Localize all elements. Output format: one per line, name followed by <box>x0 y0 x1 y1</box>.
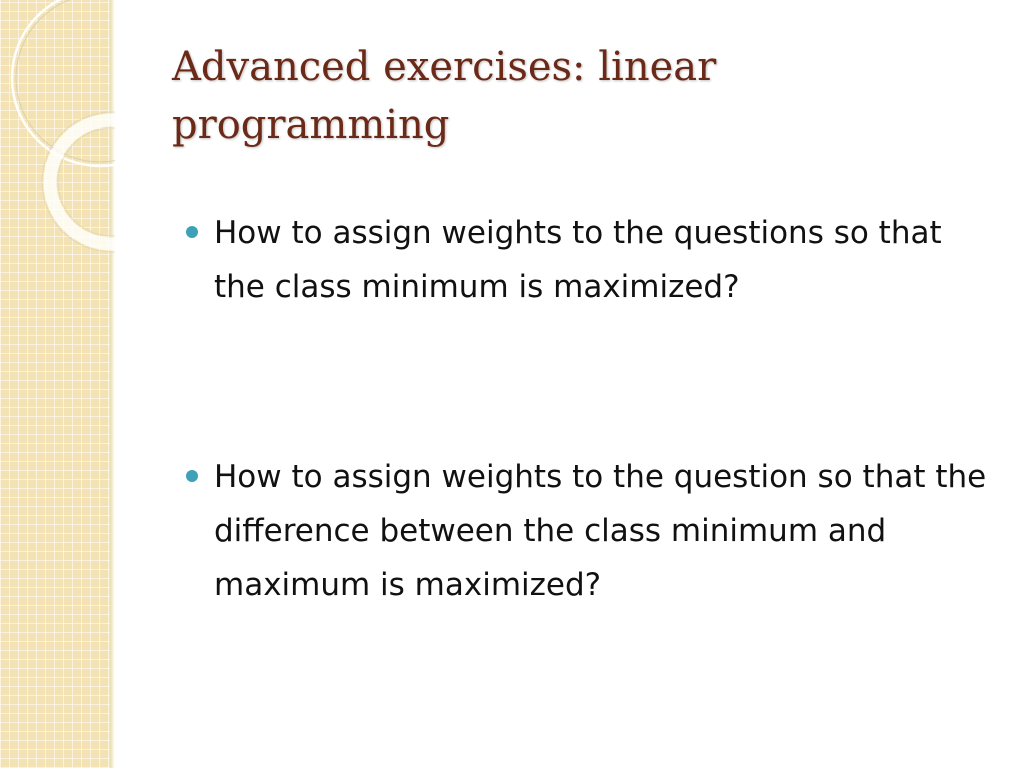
bullet-dot-icon <box>186 226 198 238</box>
decorative-rings-icon <box>0 0 115 260</box>
bullet-list <box>186 206 996 612</box>
bullet-item <box>186 206 996 314</box>
slide-title: Advanced exercises: linear programming <box>172 44 717 148</box>
bullet-item <box>186 450 996 612</box>
bullet-dot-icon <box>186 470 198 482</box>
bullet-text: How to assign weights to the question so that the difference between the class minimum and maximum is maximized? <box>214 459 987 603</box>
bullet-text: How to assign weights to the questions so that the class minimum is maximized? <box>214 215 942 305</box>
